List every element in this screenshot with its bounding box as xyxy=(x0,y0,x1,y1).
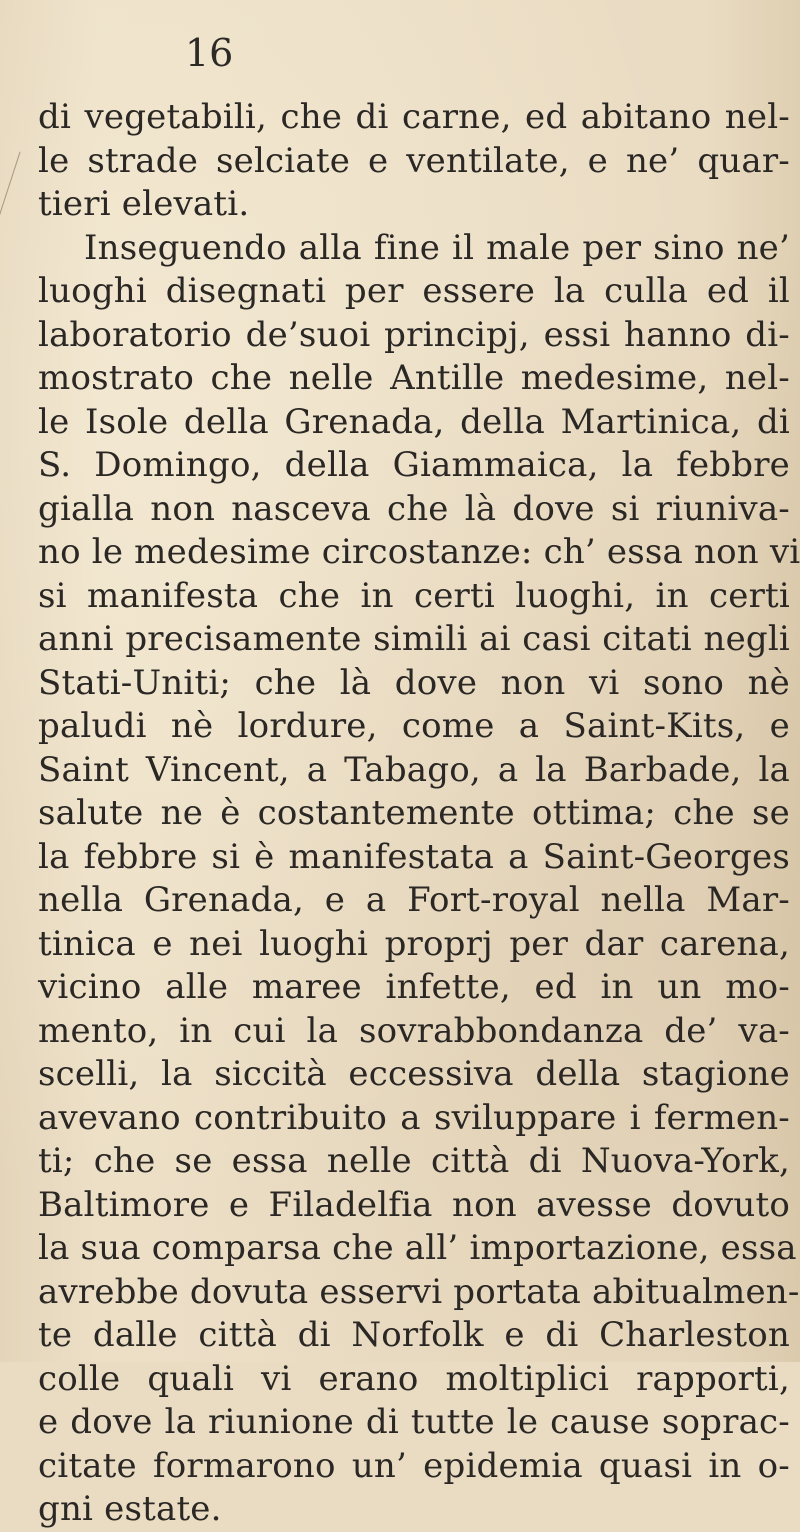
text-line: S. Domingo, della Giammaica, la febbre xyxy=(38,445,790,485)
body-text xyxy=(38,96,800,1532)
text-line: ti; che se essa nelle città di Nuova-York, xyxy=(38,1141,790,1181)
text-line: colle quali vi erano moltiplici rapporti, xyxy=(38,1358,790,1399)
text-line: avevano contribuito a sviluppare i fermen- xyxy=(38,1097,790,1138)
text-line: avrebbe dovuta esservi portata abitualmen- xyxy=(38,1271,800,1312)
text-line: te dalle città di Norfolk e di Charleston xyxy=(38,1315,790,1355)
text-line: vicino alle maree infette, ed in un mo- xyxy=(38,967,790,1007)
text-line: laboratorio de’suoi principj, essi hanno di- xyxy=(38,314,790,355)
text-line: paludi nè lordure, come a Saint-Kits, e xyxy=(38,706,790,746)
text-line: tinica e nei luoghi proprj per dar carena, xyxy=(38,923,790,964)
text-line: salute ne è costantemente ottima; che se xyxy=(38,793,790,833)
text-line: scelli, la siccità eccessiva della stagione xyxy=(38,1054,790,1094)
text-line: anni precisamente simili ai casi citati negli xyxy=(38,619,790,659)
text-line: mostrato che nelle Antille medesime, nel- xyxy=(38,358,790,398)
text-line: e dove la riunione di tutte le cause soprac- xyxy=(38,1402,790,1442)
page-number: 16 xyxy=(185,31,234,75)
text-line: le Isole della Grenada, della Martinica, di xyxy=(38,401,790,442)
text-line: la febbre si è manifestata a Saint-Georges xyxy=(38,836,790,877)
text-line: tieri elevati. xyxy=(38,184,250,224)
text-line: la sua comparsa che all’ importazione, essa xyxy=(38,1228,797,1268)
text-line: citate formarono un’ epidemia quasi in o- xyxy=(38,1445,790,1486)
text-line: luoghi disegnati per essere la culla ed il xyxy=(38,271,790,311)
text-line: di vegetabili, che di carne, ed abitano nel- xyxy=(38,97,790,137)
text-line: Baltimore e Filadelfia non avesse dovuto xyxy=(38,1184,790,1225)
text-line: mento, in cui la sovrabbondanza de’ va- xyxy=(38,1010,790,1051)
text-line: si manifesta che in certi luoghi, in certi xyxy=(38,575,790,616)
margin-pencil-mark xyxy=(0,152,21,224)
text-line: le strade selciate e ventilate, e ne’ quar- xyxy=(38,140,790,181)
text-line: Stati-Uniti; che là dove non vi sono nè xyxy=(38,662,790,703)
text-line: Inseguendo alla fine il male per sino ne’ xyxy=(84,227,790,268)
text-line: Saint Vincent, a Tabago, a la Barbade, la xyxy=(38,749,790,790)
text-line: nella Grenada, e a Fort-royal nella Mar- xyxy=(38,880,790,920)
text-line: no le medesime circostanze: ch’ essa non vi xyxy=(38,532,800,572)
text-line: gialla non nasceva che là dove si riuniva- xyxy=(38,488,790,529)
text-line: gni estate. xyxy=(38,1489,222,1529)
